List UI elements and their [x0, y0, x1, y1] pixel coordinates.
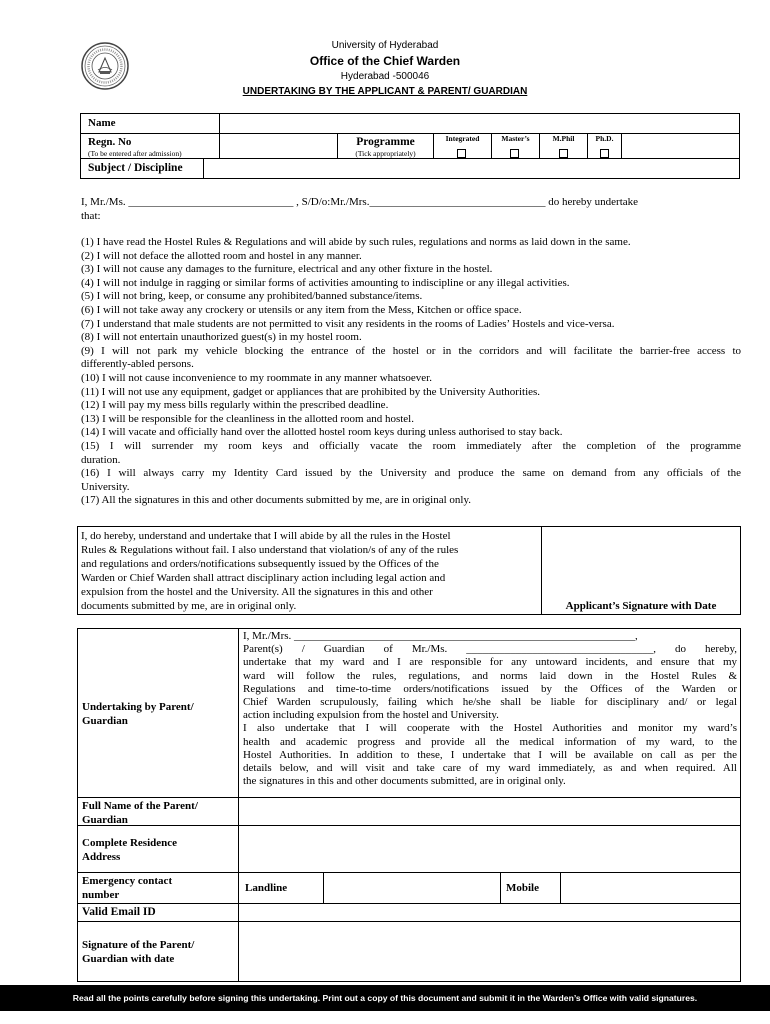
rule-item-continued: duration. — [81, 453, 121, 466]
regn-label: Regn. No — [88, 136, 132, 148]
rule-item: (14) I will vacate and officially hand over the allotted hostel room keys during unless authorised to stay back. — [81, 426, 563, 439]
declaration-that: that: — [81, 210, 101, 222]
landline-field[interactable] — [326, 874, 498, 901]
rule-item: (3) I will not cause any damages to the furniture, electrical and any other fixture in the hostel. — [81, 263, 493, 276]
applicant-undertaking-text: I, do hereby, understand and undertake that I will abide by all the rules in the Hostel Rules & Regulations without fail. I also understand that violation/s of any of the rules and regulations and orders/notifications subsequently issued by the Offices of the Warden or Chief Warden shall attract disciplinary action including legal action and expulsion from the hostel and the University. All the signatures in this and other documents submitted by me, are in original only. — [81, 530, 459, 612]
city-pin: Hyderabad -500046 — [340, 71, 430, 82]
option-phd-label: Ph.D. — [595, 134, 614, 143]
full-name-label: Full Name of the Parent/ Guardian — [82, 800, 198, 826]
name-field[interactable] — [222, 115, 737, 132]
university-name: University of Hyderabad — [331, 40, 439, 51]
rule-item: (10) I will not cause inconvenience to my roommate in any manner whatsoever. — [81, 371, 432, 384]
parent-signature-field[interactable] — [241, 923, 738, 980]
form-title: UNDERTAKING BY THE APPLICANT & PARENT/ GUARDIAN — [242, 86, 528, 97]
regn-field[interactable] — [222, 135, 335, 157]
rule-item: (5) I will not bring, keep, or consume any prohibited/banned substance/items. — [81, 290, 423, 303]
undertaking-label: Undertaking by Parent/ Guardian — [82, 701, 194, 727]
rule-item: (7) I understand that male students are not permitted to visit any residents in the rooms of Ladies’ Hostels and vice-versa. — [81, 317, 615, 330]
rule-item: (4) I will not indulge in ragging or similar forms of activities amounting to indiscipline or any illegal activities. — [81, 276, 570, 289]
rule-item: (9) I will not park my vehicle blocking the entrance of the hostel or in the corridors and will facilitate the barrier-free access to — [81, 344, 741, 357]
mobile-field[interactable] — [563, 874, 738, 901]
rule-item-continued: differently-abled persons. — [81, 358, 194, 371]
programme-label: Programme — [356, 136, 415, 148]
rule-item: (12) I will pay my mess bills regularly within the prescribed deadline. — [81, 399, 389, 412]
option-masters-label: Master’s — [501, 134, 530, 143]
residence-address-label: Complete Residence Address — [82, 837, 178, 863]
rule-item: (11) I will not use any equipment, gadget or appliances that are prohibited by the University Authorities. — [81, 385, 541, 398]
rule-item-continued: University. — [81, 480, 130, 493]
rule-item: (1) I have read the Hostel Rules & Regulations and will abide by such rules, regulations and norms as laid down in the same. — [81, 236, 631, 248]
full-name-field[interactable] — [241, 799, 738, 823]
subject-field[interactable] — [206, 160, 737, 177]
parent-signature-label: Signature of the Parent/ Guardian with date — [82, 939, 195, 965]
mobile-label: Mobile — [506, 882, 539, 894]
rule-item: (8) I will not entertain unauthorized guest(s) in my hostel room. — [81, 331, 362, 344]
parent-undertaking-text: I, Mr./Mrs. ______________________________________________________________, Parent(s) / Guardian of Mr./Ms. __________________________________, do hereby, undertake that my ward and I are responsible for any untoward incidents, and ensure that my ward will follow the rules, regulations, and norms laid down in the Hostel Rules & Regulations and time-to-time orders/notifications issued by the Offices of the Warden or Chief Warden scrupulously, failing which he/she shall be liable for disciplinary and/ or legal action including expulsion from the hostel and University. I also undertake that I will cooperate with the Hostel Authorities and monitor my ward’s health and academic progress and provide all the medical information of my ward, to the Hostel Authorities. In addition to these, I undertake that I will be available on call as per the details below, and will visit and take care of my ward immediately, as and when required. All the signatures in this and other documents submitted, are in original only. — [243, 630, 737, 788]
rule-item: (17) All the signatures in this and other documents submitted by me, are in original only. — [81, 494, 472, 507]
email-field[interactable] — [241, 905, 738, 919]
rules-list — [81, 236, 741, 508]
option-integrated-label: Integrated — [445, 134, 480, 143]
rule-item: (13) I will be responsible for the cleanliness in the allotted room and hostel. — [81, 412, 414, 425]
footer-instruction-bar: Read all the points carefully before signing this undertaking. Print out a copy of this document and submit it in the Warden’s Office with valid signatures. — [0, 985, 770, 1011]
regn-note: (To be entered after admission) — [88, 149, 182, 158]
residence-address-field[interactable] — [241, 827, 738, 870]
office-name: Office of the Chief Warden — [309, 54, 461, 68]
rule-item: (16) I will always carry my Identity Card issued by the University and produce the same on demand from any officials of the — [81, 467, 741, 480]
option-mphil-label: M.Phil — [552, 134, 575, 143]
applicant-signature-label: Applicant’s Signature with Date — [565, 600, 717, 612]
rule-item: (6) I will not take away any crockery or utensils or any item from the Mess, Kitchen or office space. — [81, 303, 522, 316]
email-label: Valid Email ID — [82, 906, 156, 918]
rule-item: (15) I will surrender my room keys and officially vacate the room immediately after the completion of the programme — [81, 439, 741, 452]
rule-item: (2) I will not deface the allotted room and hostel in any manner. — [81, 249, 362, 262]
landline-label: Landline — [245, 882, 288, 894]
subject-label: Subject / Discipline — [88, 162, 183, 174]
name-label: Name — [88, 117, 116, 129]
programme-note: (Tick appropriately) — [355, 149, 416, 158]
declaration-line: I, Mr./Ms. ______________________________ , S/D/o:Mr./Mrs.________________________________ do hereby undertake — [81, 196, 639, 208]
applicant-signature-area[interactable] — [543, 528, 739, 598]
emergency-contact-label: Emergency contact number — [82, 875, 173, 901]
